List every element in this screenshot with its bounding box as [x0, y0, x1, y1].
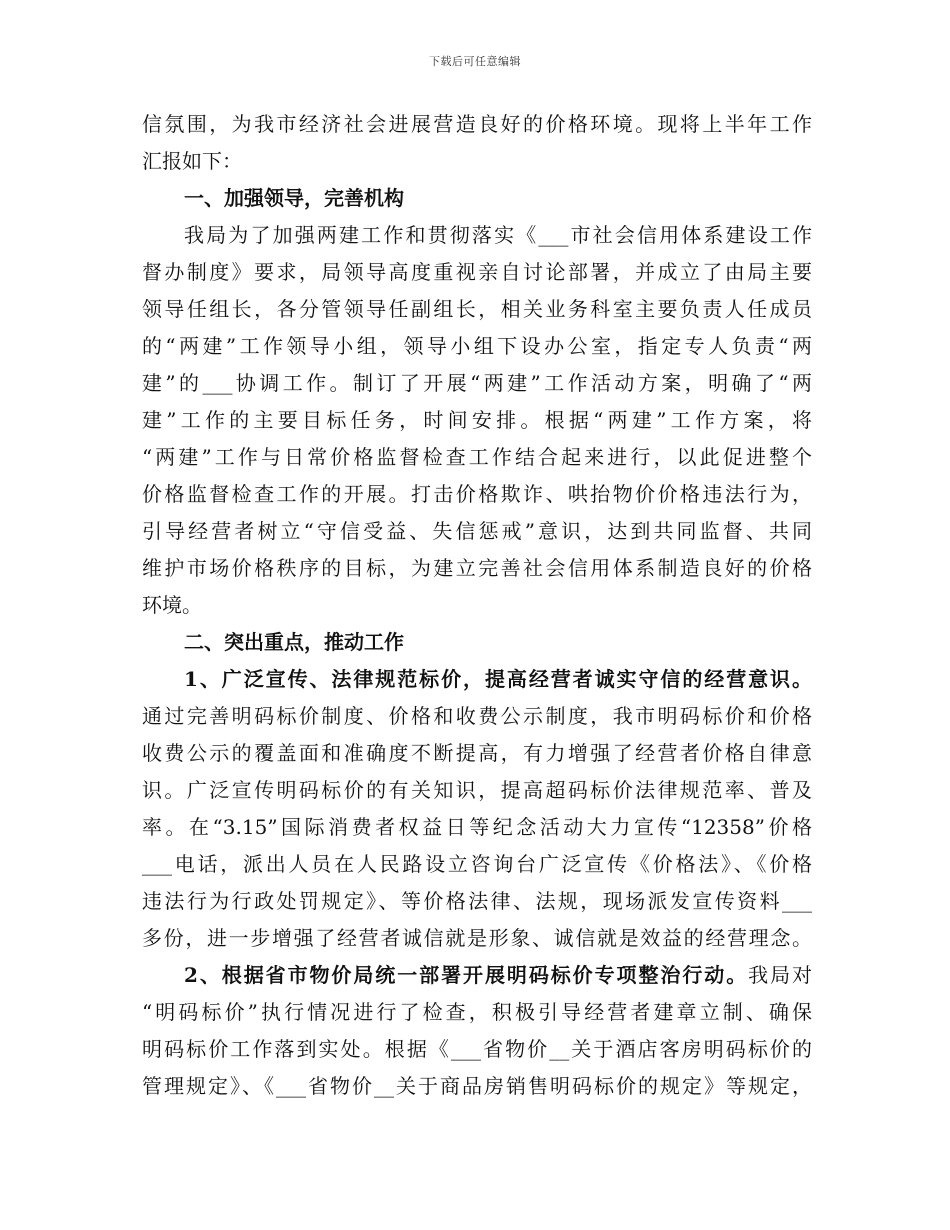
- body-line: 我局为了加强两建工作和贯彻落实《___市社会信用体系建设工作: [184, 223, 812, 247]
- body-line: 领导任组长，各分管领导任副组长，相关业务科室主要负责人任成员: [142, 297, 812, 321]
- body-line: 率。在“3.15”国际消费者权益日等纪念活动大力宣传“12358”价格: [142, 815, 812, 839]
- body-line: 督办制度》要求，局领导高度重视亲自讨论部署，并成立了由局主要: [142, 260, 812, 284]
- body-line: 汇报如下：: [142, 149, 242, 173]
- section-heading: 一、加强领导，完善机构: [184, 186, 404, 210]
- subsection-heading: 1、广泛宣传、法律规范标价，提高经营者诚实守信的经营意识。: [184, 667, 812, 691]
- body-line: 信氛围，为我市经济社会进展营造良好的价格环境。现将上半年工作: [142, 112, 812, 136]
- body-line-mixed: [142, 957, 812, 994]
- body-line: 管理规定》、《___省物价__关于商品房销售明码标价的规定》等规定，: [142, 1074, 812, 1098]
- body-line: 环境。: [142, 593, 202, 617]
- body-text: 我局对: [748, 963, 813, 987]
- body-line: 收费公示的覆盖面和准确度不断提高，有力增强了经营者价格自律意: [142, 741, 812, 765]
- body-line: 引导经营者树立“守信受益、失信惩戒”意识，达到共同监督、共同: [142, 519, 812, 543]
- body-line: ___电话，派出人员在人民路设立咨询台广泛宣传《价格法》、《价格: [142, 852, 812, 876]
- body-line: 建”的___协调工作。制订了开展“两建”工作活动方案，明确了“两: [142, 371, 812, 395]
- body-line: 建”工作的主要目标任务，时间安排。根据“两建”工作方案，将: [142, 408, 812, 432]
- subsection-heading: 2、根据省市物价局统一部署开展明码标价专项整治行动。: [184, 963, 749, 987]
- body-line: 的“两建”工作领导小组，领导小组下设办公室，指定专人负责“两: [142, 334, 812, 358]
- body-line: 维护市场价格秩序的目标，为建立完善社会信用体系制造良好的价格: [142, 556, 812, 580]
- body-line: 识。广泛宣传明码标价的有关知识，提高超码标价法律规范率、普及: [142, 778, 812, 802]
- body-line: 多份，进一步增强了经营者诚信就是形象、诚信就是效益的经营理念。: [142, 926, 812, 950]
- document-body: [142, 106, 812, 1105]
- body-line: “两建”工作与日常价格监督检查工作结合起来进行，以此促进整个: [142, 445, 812, 469]
- body-line: 通过完善明码标价制度、价格和收费公示制度，我市明码标价和价格: [142, 704, 812, 728]
- body-line: “明码标价”执行情况进行了检查，积极引导经营者建章立制、确保: [142, 1000, 812, 1024]
- body-line: 违法行为行政处罚规定》、等价格法律、法规，现场派发宣传资料___: [142, 889, 812, 913]
- body-line: 明码标价工作落到实处。根据《___省物价__关于酒店客房明码标价的: [142, 1037, 812, 1061]
- page-header-note: 下载后可任意编辑: [429, 55, 521, 68]
- section-heading: 二、突出重点，推动工作: [184, 630, 404, 654]
- body-line: 价格监督检查工作的开展。打击价格欺诈、哄抬物价价格违法行为，: [142, 482, 812, 506]
